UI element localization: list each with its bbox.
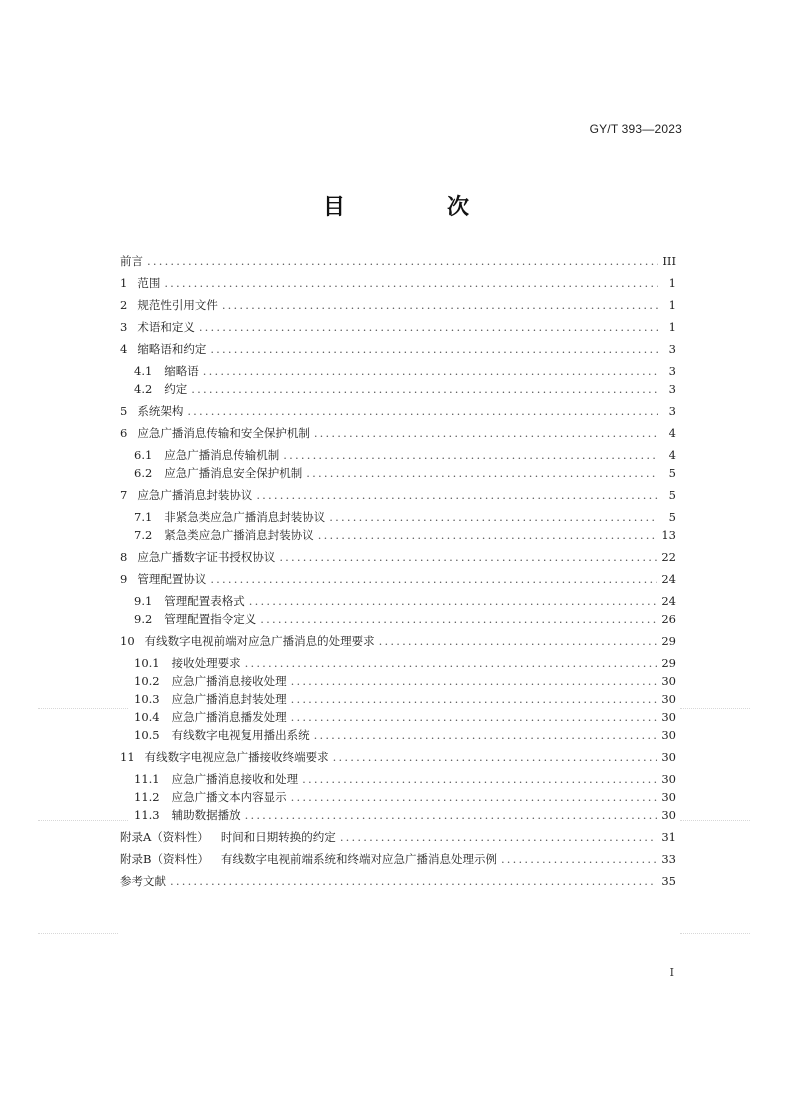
toc-entry[interactable] (120, 296, 676, 314)
toc-entry[interactable] (120, 252, 676, 270)
toc-entry[interactable] (120, 402, 676, 420)
toc-entry-number: 11.2 (134, 790, 160, 804)
toc-entry[interactable] (120, 340, 676, 358)
toc-entry-number: 11.1 (134, 772, 160, 786)
toc-entry-page: 30 (661, 750, 676, 764)
scan-artifact-line (680, 820, 750, 821)
toc-entry-number: 6 (120, 426, 128, 440)
toc-leader-dots (291, 708, 658, 726)
toc-leader-dots (187, 402, 658, 420)
toc-entry-number: 附录B（资料性） (120, 852, 209, 866)
toc-leader-dots (318, 526, 658, 544)
toc-entry-page: 30 (661, 728, 676, 742)
toc-entry-page: 35 (661, 874, 676, 888)
toc-entry[interactable] (120, 770, 676, 788)
toc-leader-dots (256, 486, 658, 504)
toc-entry-page: 30 (661, 692, 676, 706)
toc-entry-page: 29 (661, 634, 676, 648)
toc-entry-number: 11 (120, 750, 135, 764)
toc-leader-dots (291, 690, 658, 708)
toc-entry-number: 6.2 (134, 466, 153, 480)
toc-entry-number: 10.3 (134, 692, 160, 706)
toc-entry-page: 30 (661, 772, 676, 786)
toc-leader-dots (340, 828, 658, 846)
toc-entry-number: 8 (120, 550, 128, 564)
toc-entry-title: 约定 (164, 382, 188, 396)
toc-leader-dots (222, 296, 658, 314)
toc-entry-title: 应急广播消息播发处理 (171, 710, 287, 724)
toc-leader-dots (147, 252, 658, 270)
toc-entry-number: 7 (120, 488, 128, 502)
scan-artifact-line (38, 708, 128, 709)
toc-entry-title: 辅助数据播放 (171, 808, 241, 822)
toc-entry[interactable] (120, 362, 676, 380)
toc-leader-dots (279, 548, 657, 566)
toc-entry-page: 30 (661, 790, 676, 804)
toc-entry-number: 11.3 (134, 808, 160, 822)
toc-entry-page: III (662, 254, 676, 268)
toc-entry[interactable] (120, 526, 676, 544)
toc-entry-number: 9.1 (134, 594, 153, 608)
toc-entry-number: 10 (120, 634, 135, 648)
toc-entry-title: 非紧急类应急广播消息封装协议 (164, 510, 326, 524)
toc-entry-title: 时间和日期转换的约定 (220, 830, 336, 844)
toc-entry-page: 30 (661, 808, 676, 822)
toc-entry[interactable] (120, 380, 676, 398)
toc-entry-title: 应急广播消息安全保护机制 (164, 466, 303, 480)
toc-entry-title: 管理配置协议 (137, 572, 207, 586)
toc-entry-number: 10.5 (134, 728, 160, 742)
toc-entry-page: 3 (668, 382, 676, 396)
toc-entry[interactable] (120, 318, 676, 336)
toc-entry-page: 26 (661, 612, 676, 626)
toc-entry-title: 参考文献 (120, 874, 166, 888)
toc-entry[interactable] (120, 610, 676, 628)
toc-entry[interactable] (120, 708, 676, 726)
toc-entry[interactable] (120, 446, 676, 464)
toc-entry-title: 应急广播消息接收和处理 (171, 772, 299, 786)
toc-entry-number: 9.2 (134, 612, 153, 626)
toc-entry-page: 13 (661, 528, 676, 542)
toc-entry-title: 应急广播消息接收处理 (171, 674, 287, 688)
toc-leader-dots (245, 806, 658, 824)
toc-entry-title: 术语和定义 (137, 320, 195, 334)
toc-entry-number: 3 (120, 320, 128, 334)
toc-entry[interactable] (120, 424, 676, 442)
scan-artifact-line (680, 708, 750, 709)
toc-entry-page: 1 (668, 320, 676, 334)
toc-entry-page: 22 (661, 550, 676, 564)
toc-entry-page: 3 (668, 364, 676, 378)
toc-leader-dots (314, 424, 658, 442)
toc-entry-page: 24 (661, 594, 676, 608)
toc-entry[interactable] (120, 806, 676, 824)
toc-entry-title: 应急广播数字证书授权协议 (137, 550, 276, 564)
standard-code: GY/T 393—2023 (589, 122, 682, 136)
scan-artifact-line (680, 933, 750, 934)
toc-entry-number: 4.2 (134, 382, 153, 396)
toc-entry-number: 2 (120, 298, 128, 312)
toc-entry-title: 接收处理要求 (171, 656, 241, 670)
toc-entry[interactable] (120, 788, 676, 806)
toc-entry-number: 7.2 (134, 528, 153, 542)
toc-entry-title: 有线数字电视复用播出系统 (171, 728, 310, 742)
toc-leader-dots (191, 380, 658, 398)
toc-entry-page: 33 (661, 852, 676, 866)
toc-leader-dots (283, 446, 658, 464)
page-title: 目 次 (322, 195, 509, 220)
toc-entry[interactable] (120, 690, 676, 708)
toc-entry-number: 10.2 (134, 674, 160, 688)
toc-leader-dots (333, 748, 658, 766)
toc-entry-number: 4 (120, 342, 128, 356)
toc-leader-dots (260, 610, 657, 628)
toc-entry-page: 4 (668, 448, 676, 462)
toc-entry-title: 应急广播消息传输和安全保护机制 (137, 426, 310, 440)
toc-entry-title: 管理配置表格式 (164, 594, 245, 608)
toc-entry[interactable] (120, 748, 676, 766)
toc-entry-number: 5 (120, 404, 128, 418)
toc-leader-dots (249, 592, 658, 610)
toc-entry-number: 10.1 (134, 656, 160, 670)
toc-entry[interactable] (120, 726, 676, 744)
toc-entry-page: 30 (661, 710, 676, 724)
toc-entry[interactable] (120, 464, 676, 482)
toc-entry-title: 缩略语和约定 (137, 342, 207, 356)
toc-entry-page: 5 (668, 466, 676, 480)
toc-entry-title: 系统架构 (137, 404, 184, 418)
toc-entry-page: 5 (668, 510, 676, 524)
toc-entry-page: 1 (668, 276, 676, 290)
toc-entry-title: 应急广播消息传输机制 (164, 448, 280, 462)
toc-entry-title: 有线数字电视前端系统和终端对应急广播消息处理示例 (220, 852, 497, 866)
toc-entry-page: 3 (668, 342, 676, 356)
toc-entry-page: 29 (661, 656, 676, 670)
scan-artifact-line (38, 933, 118, 934)
toc-entry-title: 范围 (137, 276, 161, 290)
toc-entry[interactable] (120, 872, 676, 890)
toc-entry-number: 9 (120, 572, 128, 586)
toc-leader-dots (379, 632, 658, 650)
toc-leader-dots (329, 508, 658, 526)
toc-entry[interactable] (120, 850, 676, 868)
toc-leader-dots (210, 340, 658, 358)
toc-leader-dots (306, 464, 658, 482)
toc-entry-page: 4 (668, 426, 676, 440)
toc-leader-dots (501, 850, 657, 868)
toc-entry-page: 5 (668, 488, 676, 502)
scan-artifact-line (38, 820, 128, 821)
toc-leader-dots (302, 770, 657, 788)
toc-entry[interactable] (120, 632, 676, 650)
toc-entry[interactable] (120, 548, 676, 566)
toc-leader-dots (210, 570, 657, 588)
toc-leader-dots (170, 872, 657, 890)
toc-leader-dots (164, 274, 658, 292)
toc-entry-page: 24 (661, 572, 676, 586)
toc-entry-page: 3 (668, 404, 676, 418)
toc-entry[interactable] (120, 592, 676, 610)
toc-entry-title: 有线数字电视前端对应急广播消息的处理要求 (144, 634, 375, 648)
toc-leader-dots (314, 726, 658, 744)
toc-leader-dots (203, 362, 658, 380)
toc-entry-title: 缩略语 (164, 364, 199, 378)
toc-entry-title: 管理配置指令定义 (164, 612, 257, 626)
toc-entry-number: 6.1 (134, 448, 153, 462)
toc-entry[interactable] (120, 828, 676, 846)
toc-entry-page: 31 (661, 830, 676, 844)
toc-entry-title: 应急广播消息封装处理 (171, 692, 287, 706)
toc-entry-title: 应急广播文本内容显示 (171, 790, 287, 804)
toc-entry-page: 30 (661, 674, 676, 688)
toc-entry-number: 附录A（资料性） (120, 830, 209, 844)
toc-entry-number: 4.1 (134, 364, 153, 378)
toc-entry-title: 规范性引用文件 (137, 298, 218, 312)
toc-leader-dots (245, 654, 658, 672)
toc-entry[interactable] (120, 274, 676, 292)
page-number: I (669, 966, 674, 979)
toc-entry[interactable] (120, 570, 676, 588)
table-of-contents (120, 252, 676, 890)
toc-entry[interactable] (120, 672, 676, 690)
toc-leader-dots (291, 672, 658, 690)
toc-entry-title: 紧急类应急广播消息封装协议 (164, 528, 314, 542)
toc-leader-dots (291, 788, 658, 806)
toc-entry-title: 应急广播消息封装协议 (137, 488, 253, 502)
toc-entry[interactable] (120, 654, 676, 672)
toc-entry-number: 7.1 (134, 510, 153, 524)
toc-entry-page: 1 (668, 298, 676, 312)
toc-entry-number: 10.4 (134, 710, 160, 724)
toc-entry[interactable] (120, 508, 676, 526)
toc-entry-title: 前言 (120, 254, 143, 268)
toc-leader-dots (199, 318, 658, 336)
toc-entry-number: 1 (120, 276, 128, 290)
toc-entry-title: 有线数字电视应急广播接收终端要求 (144, 750, 329, 764)
toc-entry[interactable] (120, 486, 676, 504)
